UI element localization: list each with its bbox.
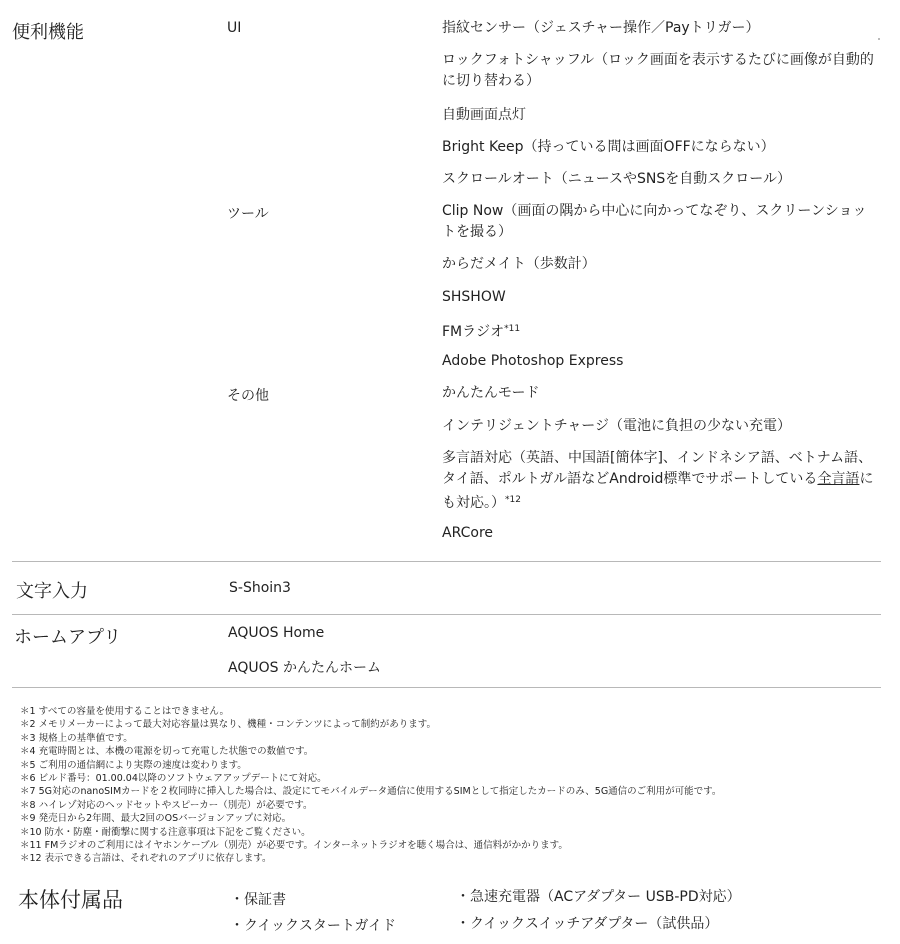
all-languages-link[interactable]: 全言語 <box>817 471 860 487</box>
footnote: ＊6 ビルド番号：01.00.04以降のソフトウェアアップデートにて対応。 <box>20 773 327 785</box>
accessory-item: ・クイックスタートガイド <box>230 918 397 934</box>
decorative-dot <box>878 38 880 40</box>
feature-item: ロックフォトシャッフル（ロック画面を表示するたびに画像が自動的に切り替わる） <box>442 52 874 89</box>
footnote: ＊10 防水・防塵・耐衝撃に関する注意事項は下記をご覧ください。 <box>20 826 311 838</box>
footnote: ＊3 規格上の基準値です。 <box>20 732 133 744</box>
footnote: ＊8 ハイレゾ対応のヘッドセットやスピーカー（別売）が必要です。 <box>20 799 313 811</box>
home-app-item: AQUOS Home <box>228 625 325 641</box>
feature-item: SHSHOW <box>442 289 506 305</box>
section-label-convenience: 便利機能 <box>12 22 84 43</box>
subcategory-other: その他 <box>227 388 269 404</box>
footnote: ＊11 FMラジオのご利用にはイヤホンケーブル（別売）が必要です。インターネットラジオを聴く場合は、通信料がかかります。 <box>20 840 568 852</box>
feature-item: 自動画面点灯 <box>442 107 526 123</box>
divider <box>12 614 881 615</box>
footnote: ＊5 ご利用の通信網により実際の速度は変わります。 <box>20 759 247 771</box>
feature-text: 多言語対応（英語、中国語[簡体字]、インドネシア語、ベトナム語、タイ語、ポルトガル語などAndroid標準でサポートしている <box>442 450 873 487</box>
feature-item: からだメイト（歩数計） <box>442 256 596 272</box>
footnote-ref: *11 <box>504 324 521 334</box>
footnote: ＊1 すべての容量を使用することはできません。 <box>20 706 229 717</box>
input-method-value: S-Shoin3 <box>229 580 291 596</box>
feature-item: Clip Now（画面の隅から中心に向かってなぞり、スクリーンショットを撮る） <box>442 203 867 240</box>
section-label-home: ホームアプリ <box>14 627 122 648</box>
divider <box>12 561 881 562</box>
feature-text: にも対応。） <box>442 471 874 511</box>
feature-item: かんたんモード <box>442 385 540 401</box>
home-app-item: AQUOS かんたんホーム <box>228 660 381 676</box>
feature-item: スクロールオート（ニュースやSNSを自動スクロール） <box>442 171 791 187</box>
divider <box>12 687 881 688</box>
accessory-item: ・クイックスイッチアダプター（試供品） <box>456 916 719 932</box>
footnote: ＊2 メモリメーカーによって最大対応容量は異なり、機種・コンテンツによって制約があります。 <box>20 719 436 731</box>
footnote: ＊7 5G対応のnanoSIMカードを２枚同時に挿入した場合は、設定にてモバイルデータ通信に使用するSIMとして指定したカードのみ、5G通信のご利用が可能です。 <box>20 786 722 798</box>
footnotes <box>20 705 721 866</box>
feature-item: 指紋センサー（ジェスチャー操作／Payトリガー） <box>442 20 760 36</box>
footnote: ＊12 表示できる言語は、それぞれのアプリに依存します。 <box>20 853 272 865</box>
footnote-ref: *12 <box>505 495 521 505</box>
feature-text: FMラジオ <box>442 324 505 340</box>
feature-item: ARCore <box>442 525 494 541</box>
feature-item-fm-radio <box>442 319 520 343</box>
feature-item: Adobe Photoshop Express <box>442 353 624 369</box>
feature-item-multilanguage <box>442 448 874 514</box>
footnote: ＊4 充電時間とは、本機の電源を切って充電した状態での数値です。 <box>20 746 314 758</box>
subcategory-ui: UI <box>227 20 242 36</box>
accessory-item: ・保証書 <box>230 892 286 908</box>
feature-item: Bright Keep（持っている間は画面OFFにならない） <box>442 139 775 155</box>
accessory-item: ・急速充電器（ACアダプター USB-PD対応） <box>456 889 741 905</box>
footnote: ＊9 発売日から2年間、最大2回のOSバージョンアップに対応。 <box>20 813 292 825</box>
subcategory-tools: ツール <box>227 206 269 222</box>
section-label-accessories: 本体付属品 <box>18 888 123 912</box>
feature-item: インテリジェントチャージ（電池に負担の少ない充電） <box>442 418 792 434</box>
section-label-input: 文字入力 <box>16 581 88 602</box>
